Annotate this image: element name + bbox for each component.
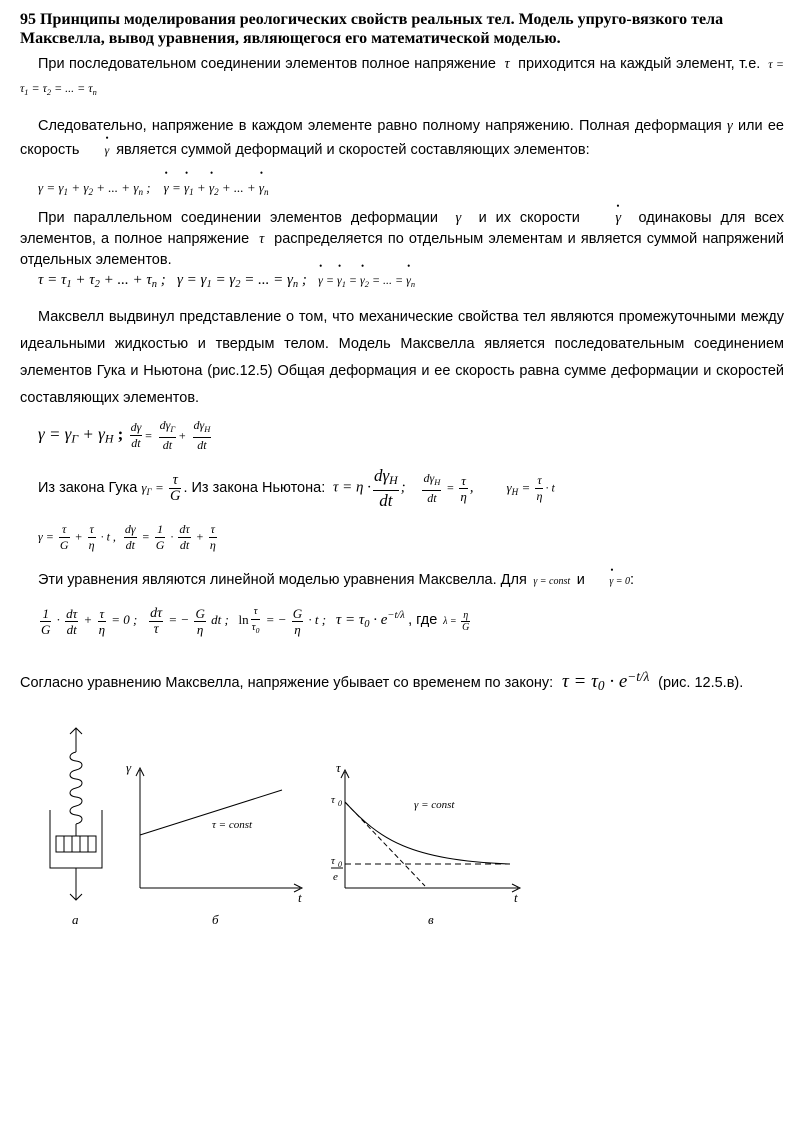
text-serial-a: При последовательном соединении элементов полное напряжение [38,56,496,72]
graph-c [331,770,520,892]
spring-icon [70,752,82,824]
gamma-line [140,790,282,835]
maxwell-model-diagram [50,728,102,900]
text-newton: . Из закона Ньютона: [183,480,326,496]
tangent-dashed [345,802,425,886]
text-deformation-b: или ее скорость [20,118,784,158]
text-deformation-a: Следовательно, напряжение в каждом элементе равно полному напряжению. Полная деформация [38,118,722,134]
label-tau0-frac-sub: 0 [338,860,342,869]
label-gamma-axis: γ [126,760,132,775]
paragraph-serial: При последовательном соединении элементов полное напряжение τ приходится на каждый элемент, т.е. $\tau = \tau_1 = \tau_2$ = ... = $\tau_n$ [20,56,785,97]
label-tau0-sub: 0 [338,799,342,808]
text-deformation-c: является суммой деформаций и скоростей составляющих элементов: [116,142,590,158]
text-parallel-a: При параллельном соединении элементов деформации [38,210,438,226]
text-decay-b: (рис. 12.5.в). [658,675,744,691]
formula-solution: $\frac{1}{G}$ · $\frac{d\tau}{dt}$ + $\frac{\tau}{\eta}$ = 0 ; $\frac{d\tau}{\tau}$ = − $\frac{G}{\eta}$ dt ; ln $\frac{\tau}{\tau_0}$ = − $\frac{G}{\eta}$ · t ; $\tau = \tau_0 \cdot e^{-t/\lambda}$ , где λ = $\frac{\eta}{G}$ [41,605,470,637]
label-tau0: τ [331,794,335,806]
text-linear-model: Эти уравнения являются линейной моделью уравнения Максвелла. Для [38,572,527,588]
text-parallel-b: и их скорости [478,210,580,226]
label-t-axis-b: t [298,890,302,905]
label-tau-const: τ = const [212,819,253,831]
label-gamma-const: γ = const [414,799,455,811]
paragraph-decay: Согласно уравнению Максвелла, напряжение убывает со временем по закону: $\tau = \tau_0 \cdot e^{-t/\lambda}$ (рис. 12.5.в). [20,669,744,693]
formula-parallel-sum: $\tau = \tau_1 + \tau_2$ + ... + $\tau_n$ ; $\gamma = \gamma_1 = \gamma_2$ = ... = $\gamma_n$ ; • γ = • $\gamma_1$ = • $\gamma_2$ = ... = • $\gamma_n$ [38,272,415,290]
formula-serial-sum: $\gamma = \gamma_1 + \gamma_2$ + ... + $\gamma_n$ ; • γ = • $\gamma_1$ + • $\gamma_2$ + ... + • $\gamma_n$ [38,180,269,197]
text-hooke: Из закона Гука [38,480,138,496]
paragraph-linear-model: Эти уравнения являются линейной моделью уравнения Максвелла. Для γ = const и • γ = 0: [20,568,784,594]
text-and: и [576,572,585,588]
text-where: , где [408,611,438,628]
label-e: e [333,871,338,883]
paragraph-parallel: При параллельном соединении элементов деформации γ и их скорости • γ одинаковы для всех элементов, а полное напряжение τ распределяется по отдельным элементам и является суммой напряжений отдельных элементов. [20,208,784,271]
page-title: 95 Принципы моделирования реологических свойств реальных тел. Модель упруго-вязкого тела Максвелла, вывод уравнения, являющегося его математической моделью. [20,11,724,47]
dashpot-icon [50,810,102,868]
label-tau-axis: τ [336,760,341,775]
text-parallel-c: одинаковы для всех элементов, а полное напряжение [20,210,785,247]
decay-curve [345,802,510,864]
text-serial-b: приходится на каждый элемент, т.е. [518,56,761,72]
formula-combined: γ = $\frac{\tau}{G}$ + $\frac{\tau}{\eta}$ · t , $\frac{d\gamma}{dt}$ = $\frac{1}{G}$ · $\frac{d\tau}{dt}$ + $\frac{\tau}{\eta}$ [38,522,216,552]
text-decay-a: Согласно уравнению Максвелла, напряжение убывает со временем по закону: [20,675,554,691]
label-t-axis-c: t [514,890,518,905]
caption-a: а [72,912,79,927]
line-hooke-newton: Из закона Гука $\gamma_\Gamma$ = $\frac{\tau}{G}$ . Из закона Ньютона: τ = η · $d\gamma_H$ dt ; $d\gamma_H$ dt = $\frac{\tau}{\eta}$ , $\gamma_H$ = $\frac{\tau}{\eta}$ · t [38,466,555,510]
paragraph-maxwell: Максвелл выдвинул представление о том, что механические свойства тел являются промежуточными между идеальными жидкостью и твердым телом. Модель Максвелла является последовательным соединением элементов Гука и Ньютона (рис.12.5) Общая деформация и ее скорость равна сумме деформации и скоростей составляющих элементов. [20,309,784,406]
label-tau0-frac: τ [331,855,335,867]
text-parallel-d: распределяется по отдельным элементам и является суммой напряжений отдельных элементов. [20,231,784,268]
paragraph-deformation: Следовательно, напряжение в каждом элементе равно полному напряжению. Полная деформация γ или ее скорость • γ является суммой деформаций и скоростей составляющих элементов: [20,114,784,162]
caption-b: б [212,912,219,927]
caption-c: в [428,912,434,927]
formula-maxwell-sum: $\gamma = \gamma_\Gamma + \gamma_H$ ; $\frac{d\gamma}{dt}$ = $d\gamma_\Gamma$ dt + $d\gamma_H$ dt [38,418,211,452]
